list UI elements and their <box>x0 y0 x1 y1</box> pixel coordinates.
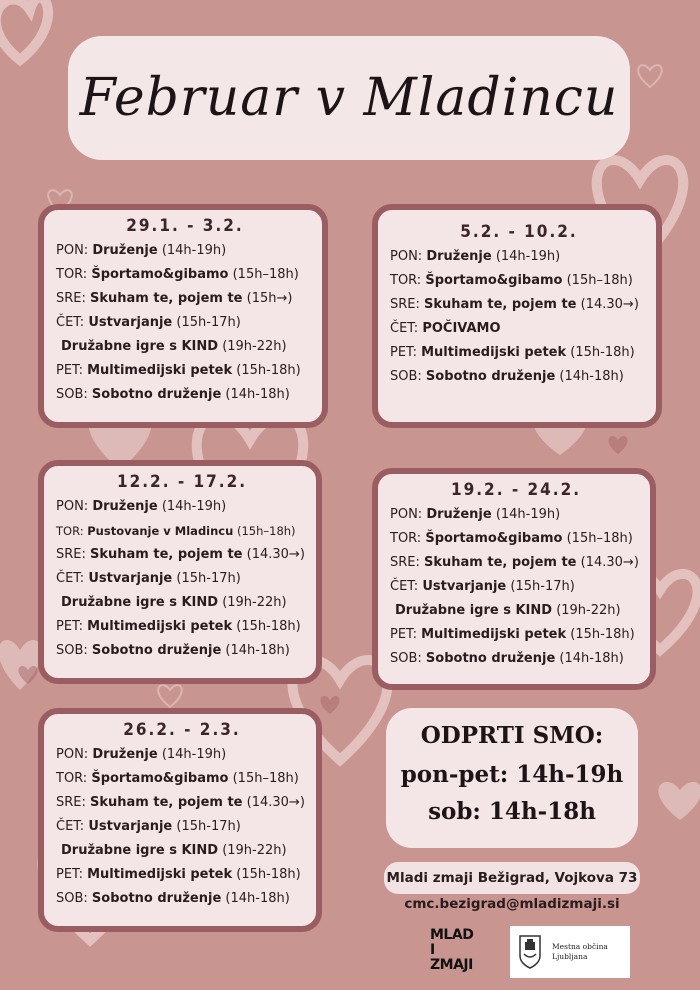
week-card-2 <box>372 204 662 428</box>
day-label: PON: <box>390 507 427 522</box>
activity-time: (15h–18h) <box>228 267 299 282</box>
activity-name: Multimedijski petek <box>421 345 567 360</box>
day-label: PON: <box>56 499 93 514</box>
activity-name: Športamo&gibamo <box>91 267 229 282</box>
activity-name: Skuham te, pojem te <box>424 555 577 570</box>
day-label: PET: <box>56 363 88 378</box>
schedule-row <box>56 335 314 359</box>
activity-name: Skuham te, pojem te <box>90 547 243 562</box>
week-dates: 5.2. - 10.2. <box>460 222 578 242</box>
activity-time: (15h-18h) <box>566 345 635 360</box>
day-label: ČET: <box>56 819 89 834</box>
contact-email <box>384 888 640 920</box>
activity-time: (15h-18h) <box>232 363 301 378</box>
week-card-3 <box>38 460 322 684</box>
activity-time: (14h-19h) <box>491 507 561 522</box>
activity-name: Sobotno druženje <box>91 387 222 402</box>
schedule-row <box>56 791 308 815</box>
activity-time: (14h-19h) <box>157 499 227 514</box>
schedule-row <box>390 503 642 527</box>
activity-time: (15h-17h) <box>172 571 241 586</box>
week-card-1 <box>38 204 328 428</box>
schedule-row <box>56 239 314 263</box>
schedule-row <box>56 287 314 311</box>
activity-name: Multimedijski petek <box>87 867 233 882</box>
week-dates: 19.2. - 24.2. <box>450 480 582 500</box>
day-label: PET: <box>390 627 422 642</box>
activity-name: Sobotno druženje <box>91 891 222 906</box>
email-text: cmc.bezigrad@mladizmaji.si <box>404 896 620 912</box>
schedule-row <box>56 591 308 615</box>
activity-name: Družabne igre s KIND <box>61 843 219 858</box>
day-label: SOB: <box>56 643 92 658</box>
week-dates: 29.1. - 3.2. <box>126 216 244 236</box>
activity-time: (14h-19h) <box>157 747 227 762</box>
schedule-row <box>56 639 308 663</box>
schedule-row <box>56 615 308 639</box>
schedule-row <box>56 839 308 863</box>
activity-name: Športamo&gibamo <box>425 273 563 288</box>
opening-hours-heading: ODPRTI SMO: <box>420 722 604 749</box>
activity-name: Športamo&gibamo <box>91 771 229 786</box>
address-text: Mladi zmaji Bežigrad, Vojkova 73 <box>386 870 638 886</box>
schedule-row <box>56 743 308 767</box>
schedule-row <box>390 551 642 575</box>
activity-time: (15h–18h) <box>562 273 633 288</box>
schedule-row <box>56 495 308 519</box>
day-label: TOR: <box>56 267 92 282</box>
activity-time: (19h-22h) <box>552 603 621 618</box>
schedule-row <box>56 567 308 591</box>
day-label: PON: <box>56 243 93 258</box>
schedule-row <box>390 599 642 623</box>
activity-time: (15h–18h) <box>562 531 633 546</box>
mol-logo <box>510 926 630 978</box>
schedule-row <box>390 293 648 317</box>
activity-time: (14.30→) <box>242 547 305 562</box>
mladi-zmaji-logo <box>430 928 480 980</box>
activity-name: Sobotno druženje <box>425 651 556 666</box>
day-label: SOB: <box>390 651 426 666</box>
schedule-row <box>390 269 648 293</box>
day-label: SOB: <box>390 369 426 384</box>
schedule-row <box>56 383 314 407</box>
activity-time: (15h-17h) <box>172 315 241 330</box>
activity-time: (15h-17h) <box>506 579 575 594</box>
schedule-row <box>390 647 642 671</box>
week-dates: 26.2. - 2.3. <box>123 720 241 740</box>
activity-time: (15h–18h) <box>233 524 296 538</box>
schedule-row <box>56 311 314 335</box>
mol-logo-text <box>552 942 608 962</box>
day-label: SOB: <box>56 387 92 402</box>
activity-name: Ustvarjanje <box>88 819 173 834</box>
day-label: PET: <box>56 619 88 634</box>
ljubljana-crest-icon <box>518 934 542 970</box>
mol-line-1: Mestna občina <box>552 942 608 951</box>
activity-name: POČIVAMO <box>422 321 501 336</box>
activity-name: Športamo&gibamo <box>425 531 563 546</box>
activity-time: (15h–18h) <box>228 771 299 786</box>
day-label: ČET: <box>390 579 423 594</box>
page-title: Februar v Mladincu <box>79 68 619 128</box>
schedule-row <box>390 341 648 365</box>
activity-name: Multimedijski petek <box>87 363 233 378</box>
schedule-row <box>390 623 642 647</box>
activity-name: Skuham te, pojem te <box>424 297 577 312</box>
activity-time: (14.30→) <box>576 297 639 312</box>
day-label: ČET: <box>56 571 89 586</box>
day-label: ČET: <box>390 321 423 336</box>
activity-time: (14h-18h) <box>221 387 290 402</box>
activity-time: (14h-19h) <box>491 249 561 264</box>
mol-line-2: Ljubljana <box>552 952 588 961</box>
day-label: SRE: <box>390 297 425 312</box>
day-label: SRE: <box>56 291 91 306</box>
activity-name: Ustvarjanje <box>422 579 507 594</box>
activity-time: (15h-17h) <box>172 819 241 834</box>
activity-time: (14h-19h) <box>157 243 227 258</box>
opening-hours-weekdays: pon-pet: 14h-19h <box>400 761 624 788</box>
activity-name: Družabne igre s KIND <box>61 339 219 354</box>
schedule-row <box>390 575 642 599</box>
activity-name: Skuham te, pojem te <box>90 795 243 810</box>
day-label: SOB: <box>56 891 92 906</box>
activity-time: (14.30→) <box>576 555 639 570</box>
activity-time: (14h-18h) <box>555 651 624 666</box>
opening-hours-box <box>386 708 638 848</box>
title-banner <box>68 36 630 160</box>
day-label: PET: <box>56 867 88 882</box>
schedule-row <box>56 519 308 543</box>
day-label: ČET: <box>56 315 89 330</box>
week-card-5 <box>38 708 322 932</box>
activity-name: Družabne igre s KIND <box>61 595 219 610</box>
activity-time: (14.30→) <box>242 795 305 810</box>
activity-name: Pustovanje v Mladincu <box>87 524 234 538</box>
week-dates: 12.2. - 17.2. <box>116 472 248 492</box>
activity-name: Druženje <box>92 499 158 514</box>
activity-name: Sobotno druženje <box>91 643 222 658</box>
day-label: SRE: <box>56 795 91 810</box>
day-label: TOR: <box>56 524 88 538</box>
activity-time: (19h-22h) <box>218 339 287 354</box>
activity-time: (15h-18h) <box>232 867 301 882</box>
schedule-row <box>390 317 648 341</box>
schedule-row <box>56 767 308 791</box>
day-label: SRE: <box>56 547 91 562</box>
schedule-row <box>56 887 308 911</box>
activity-name: Multimedijski petek <box>421 627 567 642</box>
activity-time: (14h-18h) <box>221 891 290 906</box>
activity-time: (14h-18h) <box>555 369 624 384</box>
activity-time: (15h-18h) <box>232 619 301 634</box>
opening-hours-saturday: sob: 14h-18h <box>428 798 596 825</box>
mladi-zmaji-logo-text: MLADI ZMAJI <box>430 927 474 973</box>
activity-time: (19h-22h) <box>218 843 287 858</box>
schedule-row <box>390 527 642 551</box>
week-card-4 <box>372 468 656 690</box>
activity-time: (15h-18h) <box>566 627 635 642</box>
activity-name: Ustvarjanje <box>88 571 173 586</box>
day-label: PET: <box>390 345 422 360</box>
activity-name: Druženje <box>426 507 492 522</box>
activity-name: Družabne igre s KIND <box>395 603 553 618</box>
schedule-row <box>56 263 314 287</box>
schedule-row <box>390 365 648 389</box>
activity-name: Skuham te, pojem te <box>90 291 243 306</box>
activity-name: Druženje <box>92 243 158 258</box>
day-label: TOR: <box>390 531 426 546</box>
activity-name: Ustvarjanje <box>88 315 173 330</box>
schedule-row <box>56 359 314 383</box>
schedule-row <box>56 815 308 839</box>
day-label: SRE: <box>390 555 425 570</box>
activity-name: Druženje <box>92 747 158 762</box>
activity-time: (19h-22h) <box>218 595 287 610</box>
schedule-row <box>390 245 648 269</box>
day-label: TOR: <box>56 771 92 786</box>
schedule-row <box>56 863 308 887</box>
activity-name: Sobotno druženje <box>425 369 556 384</box>
day-label: PON: <box>56 747 93 762</box>
activity-name: Druženje <box>426 249 492 264</box>
day-label: PON: <box>390 249 427 264</box>
activity-name: Multimedijski petek <box>87 619 233 634</box>
schedule-row <box>56 543 308 567</box>
activity-time: (15h→) <box>242 291 293 306</box>
day-label: TOR: <box>390 273 426 288</box>
activity-time: (14h-18h) <box>221 643 290 658</box>
